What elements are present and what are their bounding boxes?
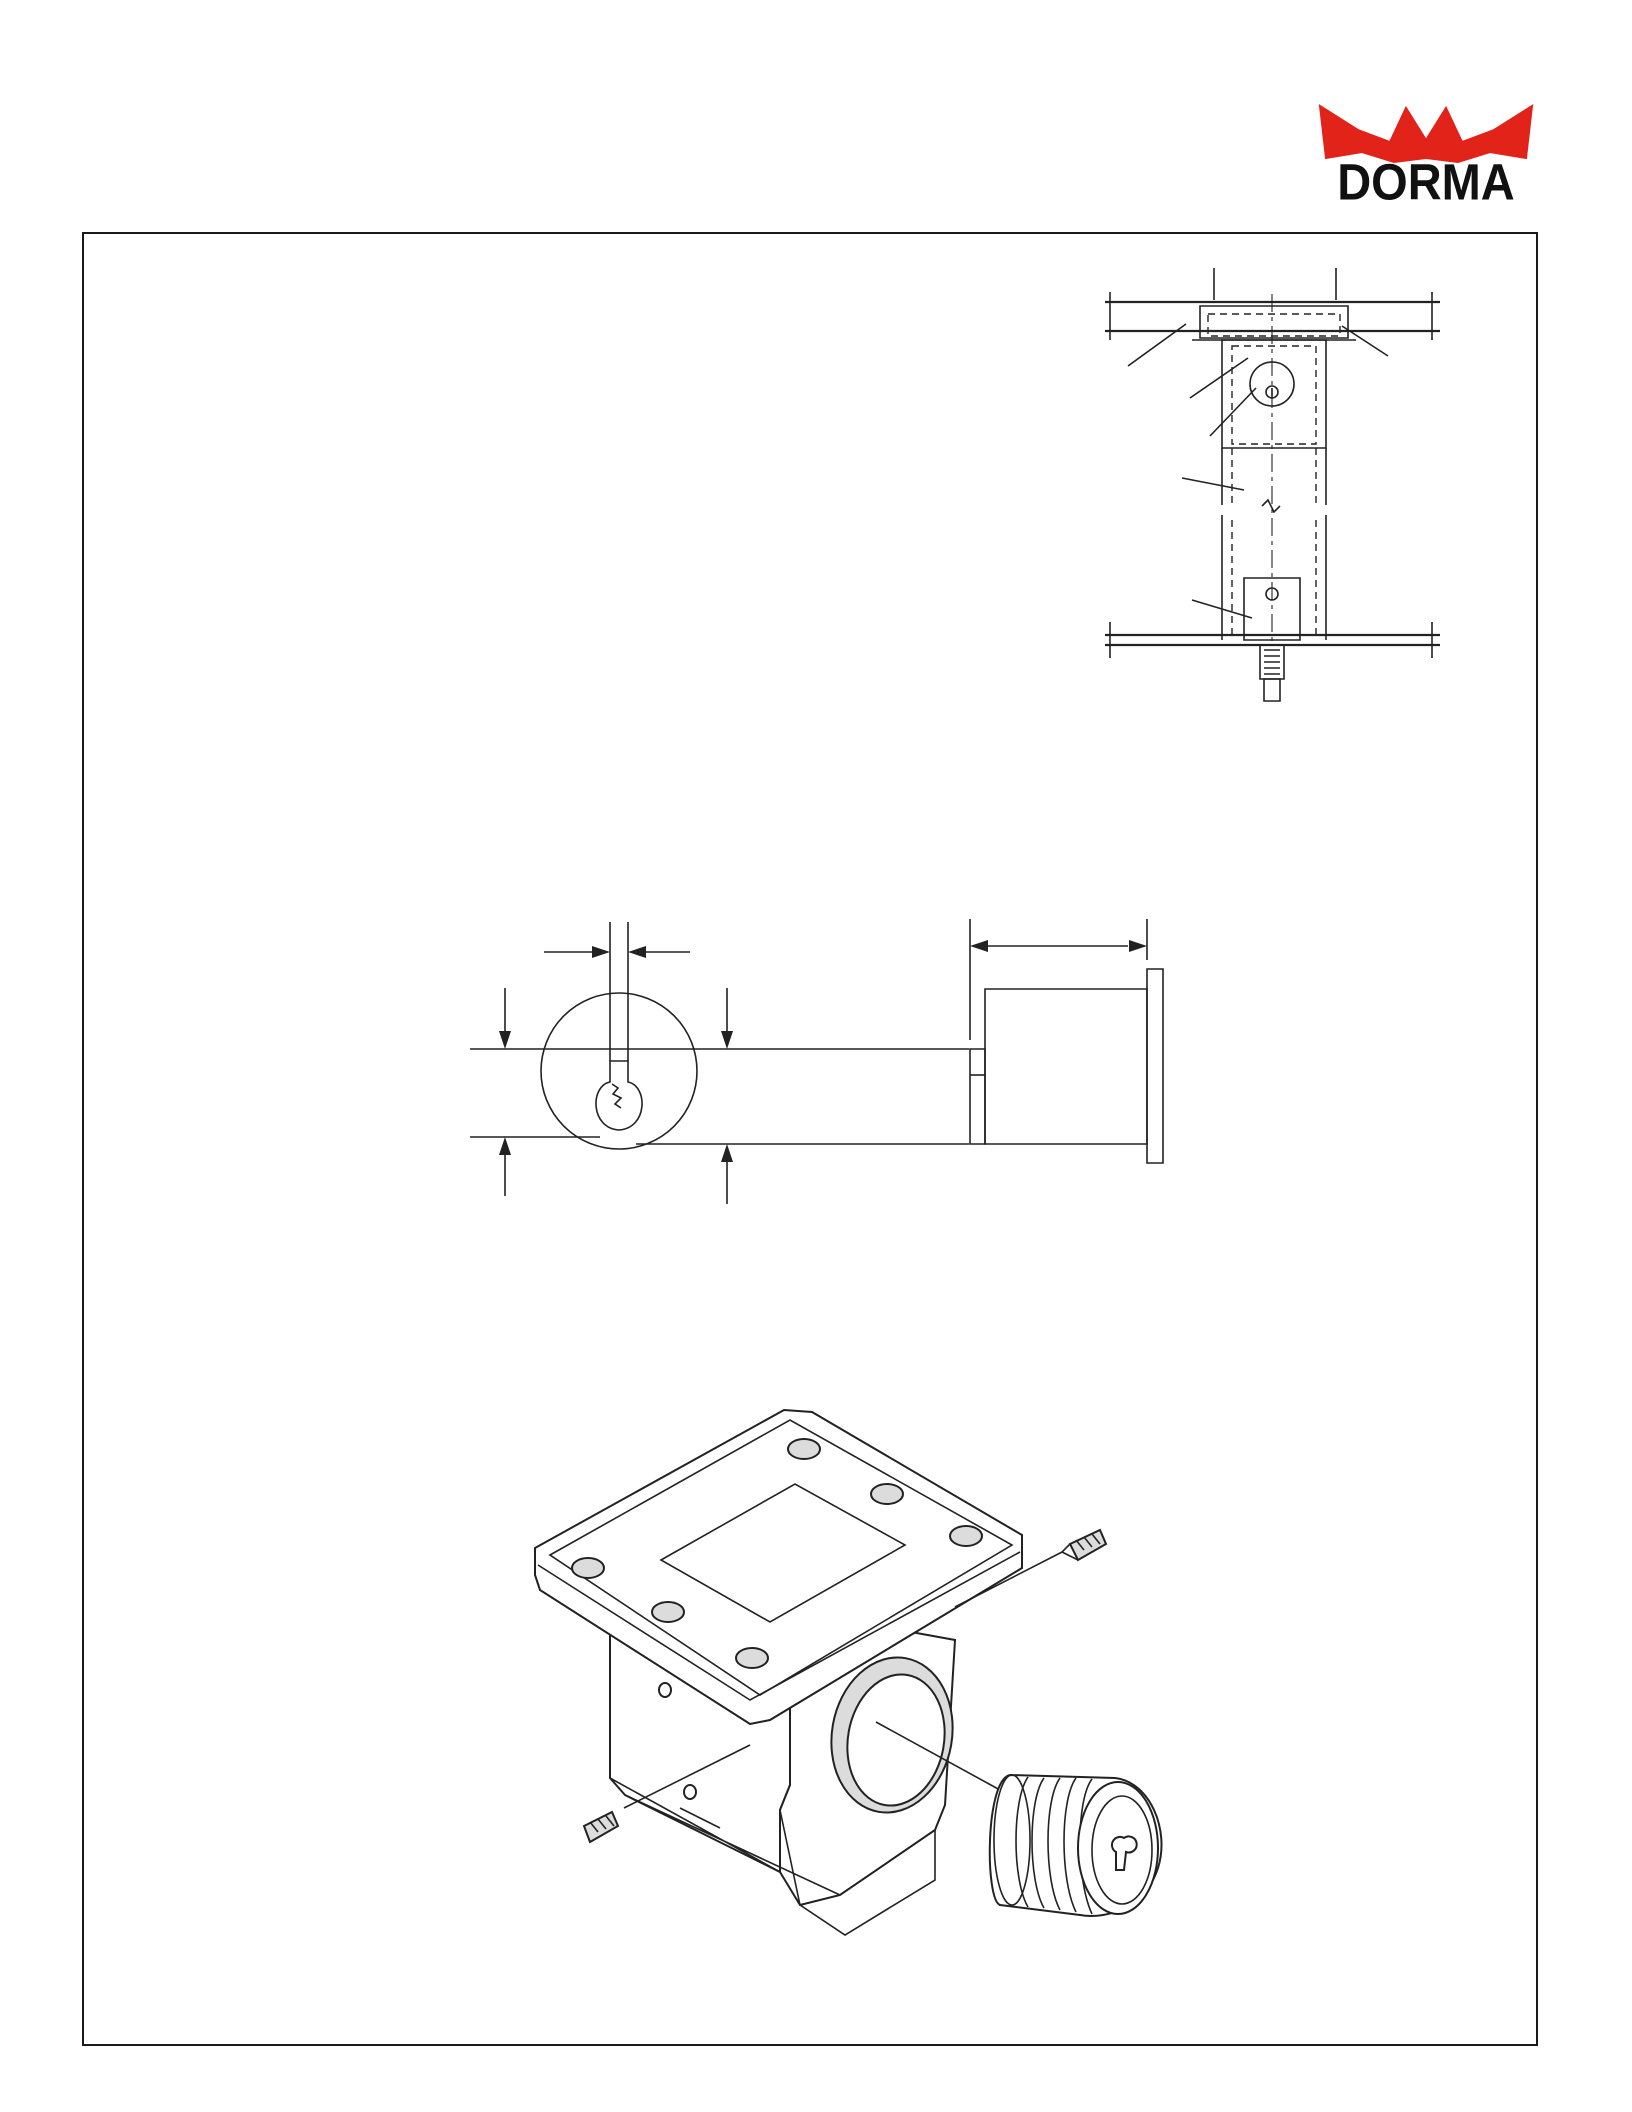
exploded-assembly-view: [520, 1395, 1200, 1955]
cylinder-dimension-view: [460, 900, 1180, 1220]
mortise-cylinder-icon: [990, 1775, 1162, 1916]
dorma-logo-wordmark: DORMA: [1337, 152, 1515, 211]
installation-section-view: [1100, 285, 1460, 705]
